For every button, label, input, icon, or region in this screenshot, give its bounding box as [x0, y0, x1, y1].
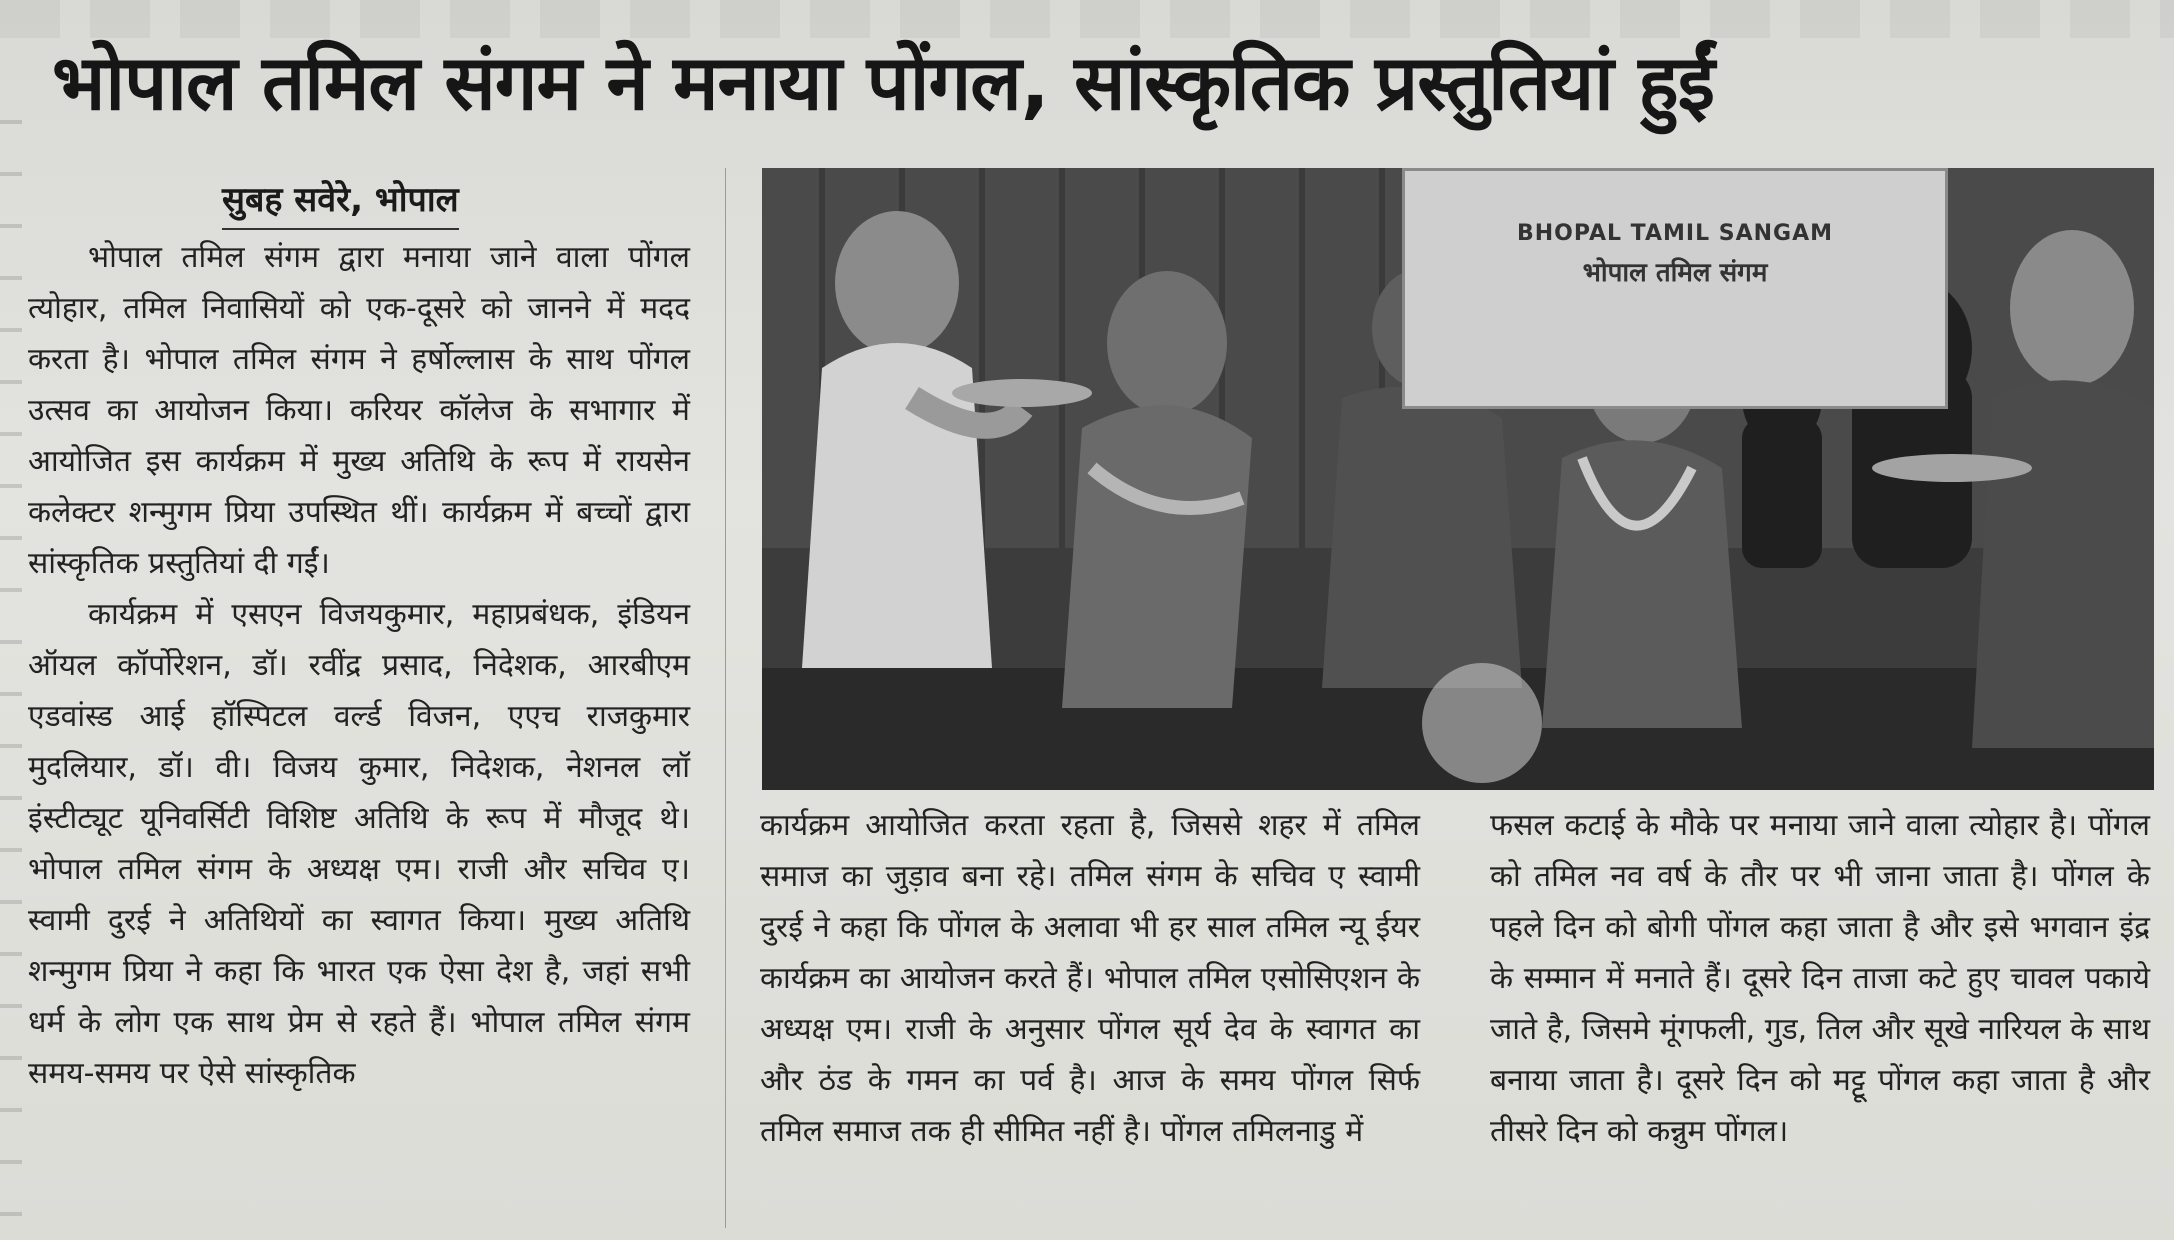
paragraph: कार्यक्रम आयोजित करता रहता है, जिससे शहर में तमिल समाज का जुड़ाव बना रहे। तमिल संगम के सचिव ए स्वामी दुरई ने कहा कि पोंगल के अलावा भी हर साल तमिल न्यू ईयर कार्यक्रम का आयोजन करते हैं। भोपाल तमिल एसोसिएशन के अध्यक्ष एम। राजी के अनुसार पोंगल सूर्य देव के स्वागत का और ठंड के गमन का पर्व है। आज के समय पोंगल सिर्फ तमिल समाज तक ही सीमित नहीं है। पोंगल तमिलनाडु में [760, 808, 1420, 1149]
banner-title-hindi: भोपाल तमिल संगम [1582, 258, 1768, 288]
article-column-3 [1490, 800, 2150, 1220]
column-divider [725, 168, 726, 1228]
article-column-2 [760, 800, 1420, 1220]
event-banner [1402, 168, 1948, 409]
headline: भोपाल तमिल संगम ने मनाया पोंगल, सांस्कृतिक प्रस्तुतियां हुईं [52, 38, 1714, 127]
banner-title-english: BHOPAL TAMIL SANGAM [1516, 221, 1834, 246]
event-photo [762, 168, 2154, 790]
article-column-1 [28, 232, 690, 1232]
paragraph: भोपाल तमिल संगम द्वारा मनाया जाने वाला पोंगल त्योहार, तमिल निवासियों को एक-दूसरे को जानने में मदद करता है। भोपाल तमिल संगम ने हर्षोल्लास के साथ पोंगल उत्सव का आयोजन किया। करियर कॉलेज के सभागार में आयोजित इस कार्यक्रम में मुख्य अतिथि के रूप में रायसेन कलेक्टर शन्मुगम प्रिया उपस्थित थीं। कार्यक्रम में बच्चों द्वारा सांस्कृतिक प्रस्तुतियां दी गईं। [28, 240, 690, 581]
byline: सुबह सवेरे, भोपाल [222, 176, 459, 230]
paragraph: फसल कटाई के मौके पर मनाया जाने वाला त्योहार है। पोंगल को तमिल नव वर्ष के तौर पर भी जाना जाता है। पोंगल के पहले दिन को बोगी पोंगल कहा जाता है और इसे भगवान इंद्र के सम्मान में मनाते हैं। दूसरे दिन ताजा कटे हुए चावल पकाये जाते है, जिसमे मूंगफली, गुड, तिल और सूखे नारियल के साथ बनाया जाता है। दूसरे दिन को मट्टू पोंगल कहा जाता है और तीसरे दिन को कन्नुम पोंगल। [1490, 808, 2150, 1149]
paragraph: कार्यक्रम में एसएन विजयकुमार, महाप्रबंधक, इंडियन ऑयल कॉर्पोरेशन, डॉ। रवींद्र प्रसाद, निदेशक, आरबीएम एडवांस्ड आई हॉस्पिटल वर्ल्ड विजन, एएच राजकुमार मुदलियार, डॉ। वी। विजय कुमार, निदेशक, नेशनल लॉ इंस्टीट्यूट यूनिवर्सिटी विशिष्ट अतिथि के रूप में मौजूद थे। भोपाल तमिल संगम के अध्यक्ष एम। राजी और सचिव ए। स्वामी दुरई ने अतिथियों का स्वागत किया। मुख्य अतिथि शन्मुगम प्रिया ने कहा कि भारत एक ऐसा देश है, जहां सभी धर्म के लोग एक साथ प्रेम से रहते हैं। भोपाल तमिल संगम समय-समय पर ऐसे सांस्कृतिक [28, 597, 690, 1091]
adjacent-column-bleed [0, 120, 22, 1240]
